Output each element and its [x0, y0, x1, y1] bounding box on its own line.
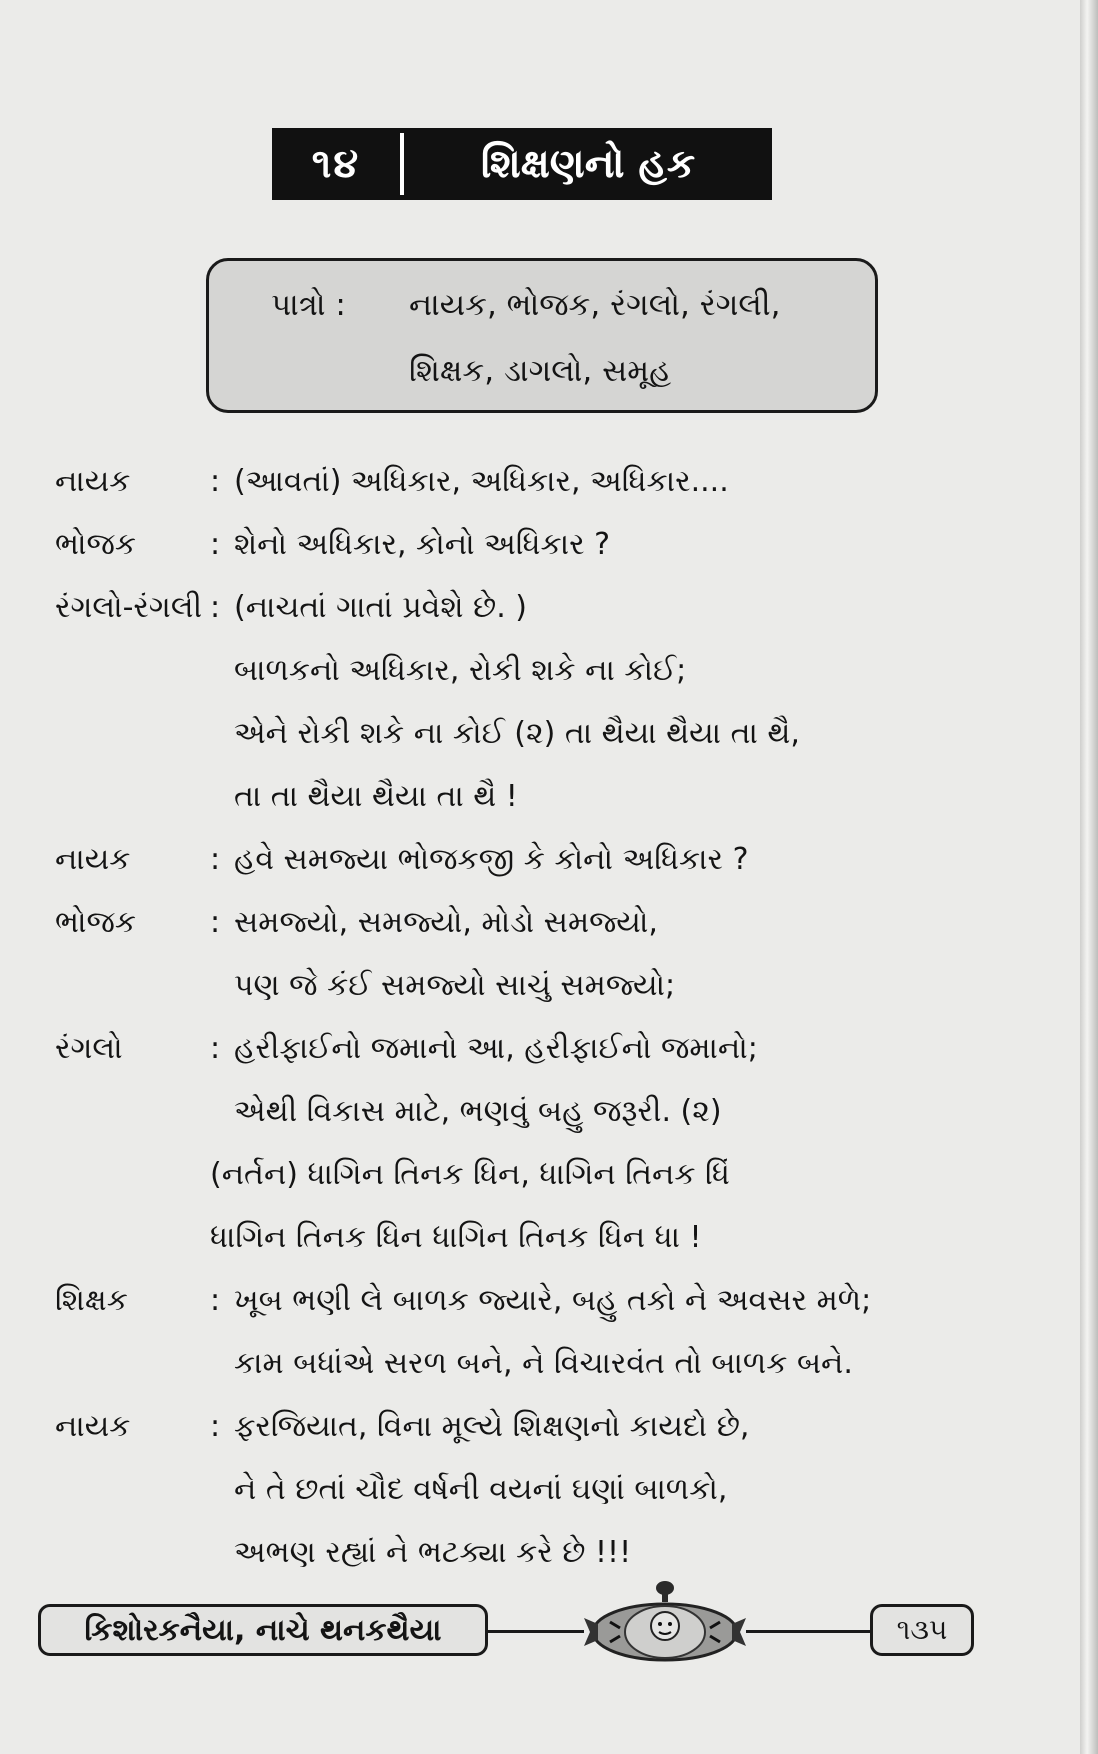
speaker-rangalo: રંગલો: [55, 1031, 123, 1066]
chapter-heading: [272, 128, 772, 200]
characters-box: [206, 258, 878, 413]
speaker-nayak: નાયક: [55, 842, 131, 877]
footer-rule-right: [746, 1630, 872, 1633]
stage-direction: (નાચતાં ગાતાં પ્રવેશે છે. ): [234, 590, 527, 625]
speaker-colon: :: [210, 1283, 221, 1318]
footer-rule-left: [488, 1630, 584, 1633]
speaker-colon: :: [210, 1031, 221, 1066]
speaker-bhojak: ભોજક: [55, 905, 137, 940]
speaker-nayak: નાયક: [55, 1409, 131, 1444]
footer-book-title: કિશોરકનૈયા, નાચે થનકથૈયા: [38, 1604, 488, 1656]
dialogue-line: અભણ રહ્યાં ને ભટક્યા કરે છે !!!: [234, 1535, 632, 1570]
dialogue-line: ધાગિન તિનક ધિન ધાગિન તિનક ધિન ધા !: [210, 1220, 702, 1255]
chapter-title: શિક્ષણનો હક: [480, 141, 696, 187]
dialogue-line: હરીફાઈનો જમાનો આ, હરીફાઈનો જમાનો;: [234, 1031, 758, 1066]
speaker-nayak: નાયક: [55, 464, 131, 499]
dialogue-line: કામ બધાંએ સરળ બને, ને વિચારવંત તો બાળક બને.: [234, 1346, 853, 1381]
speaker-colon: :: [210, 464, 221, 499]
dialogue-line: પણ જે કંઈ સમજ્યો સાચું સમજ્યો;: [234, 968, 676, 1003]
speaker-colon: :: [210, 590, 221, 625]
krishna-ornament-icon: [580, 1578, 750, 1670]
speaker-colon: :: [210, 842, 221, 877]
page-number: ૧૩૫: [870, 1604, 974, 1656]
speaker-colon: :: [210, 1409, 221, 1444]
dialogue-line: ફરજિયાત, વિના મૂલ્યે શિક્ષણનો કાયદો છે,: [234, 1409, 750, 1444]
speaker-colon: :: [210, 905, 221, 940]
characters-list-line-2: શિક્ષક, ડાગલો, સમૂહ: [409, 353, 672, 389]
dialogue-line: તા તા થૈયા થૈયા તા થૈ !: [234, 779, 518, 814]
dialogue-line: હવે સમજ્યા ભોજકજી કે કોનો અધિકાર ?: [234, 842, 749, 877]
characters-list-line-1: નાયક, ભોજક, રંગલો, રંગલી,: [409, 287, 781, 323]
speaker-shikshak: શિક્ષક: [55, 1283, 128, 1318]
dialogue-line: સમજ્યો, સમજ્યો, મોડો સમજ્યો,: [234, 905, 658, 940]
chapter-number: ૧૪: [311, 141, 361, 187]
dialogue-line: ખૂબ ભણી લે બાળક જ્યારે, બહુ તકો ને અવસર મળે;: [234, 1283, 872, 1318]
dialogue-line: બાળકનો અધિકાર, રોકી શકે ના કોઈ;: [234, 653, 687, 688]
dialogue-line: એને રોકી શકે ના કોઈ (૨) તા થૈયા થૈયા તા થૈ,: [234, 716, 800, 751]
dialogue-line: એથી વિકાસ માટે, ભણવું બહુ જરૂરી. (૨): [234, 1094, 722, 1129]
dialogue-line: ને તે છતાં ચૌદ વર્ષની વયનાં ઘણાં બાળકો,: [234, 1472, 728, 1507]
dialogue-line: (આવતાં) અધિકાર, અધિકાર, અધિકાર....: [234, 464, 729, 499]
page-edge: [1080, 0, 1098, 1754]
speaker-colon: :: [210, 527, 221, 562]
dialogue-line: શેનો અધિકાર, કોનો અધિકાર ?: [234, 527, 611, 562]
characters-label: પાત્રો :: [271, 287, 346, 323]
speaker-rangalo-rangali: રંગલો-રંગલી: [55, 590, 203, 625]
speaker-bhojak: ભોજક: [55, 527, 137, 562]
dialogue-line: (નર્તન) ધાગિન તિનક ધિન, ધાગિન તિનક ધિં: [210, 1157, 730, 1192]
